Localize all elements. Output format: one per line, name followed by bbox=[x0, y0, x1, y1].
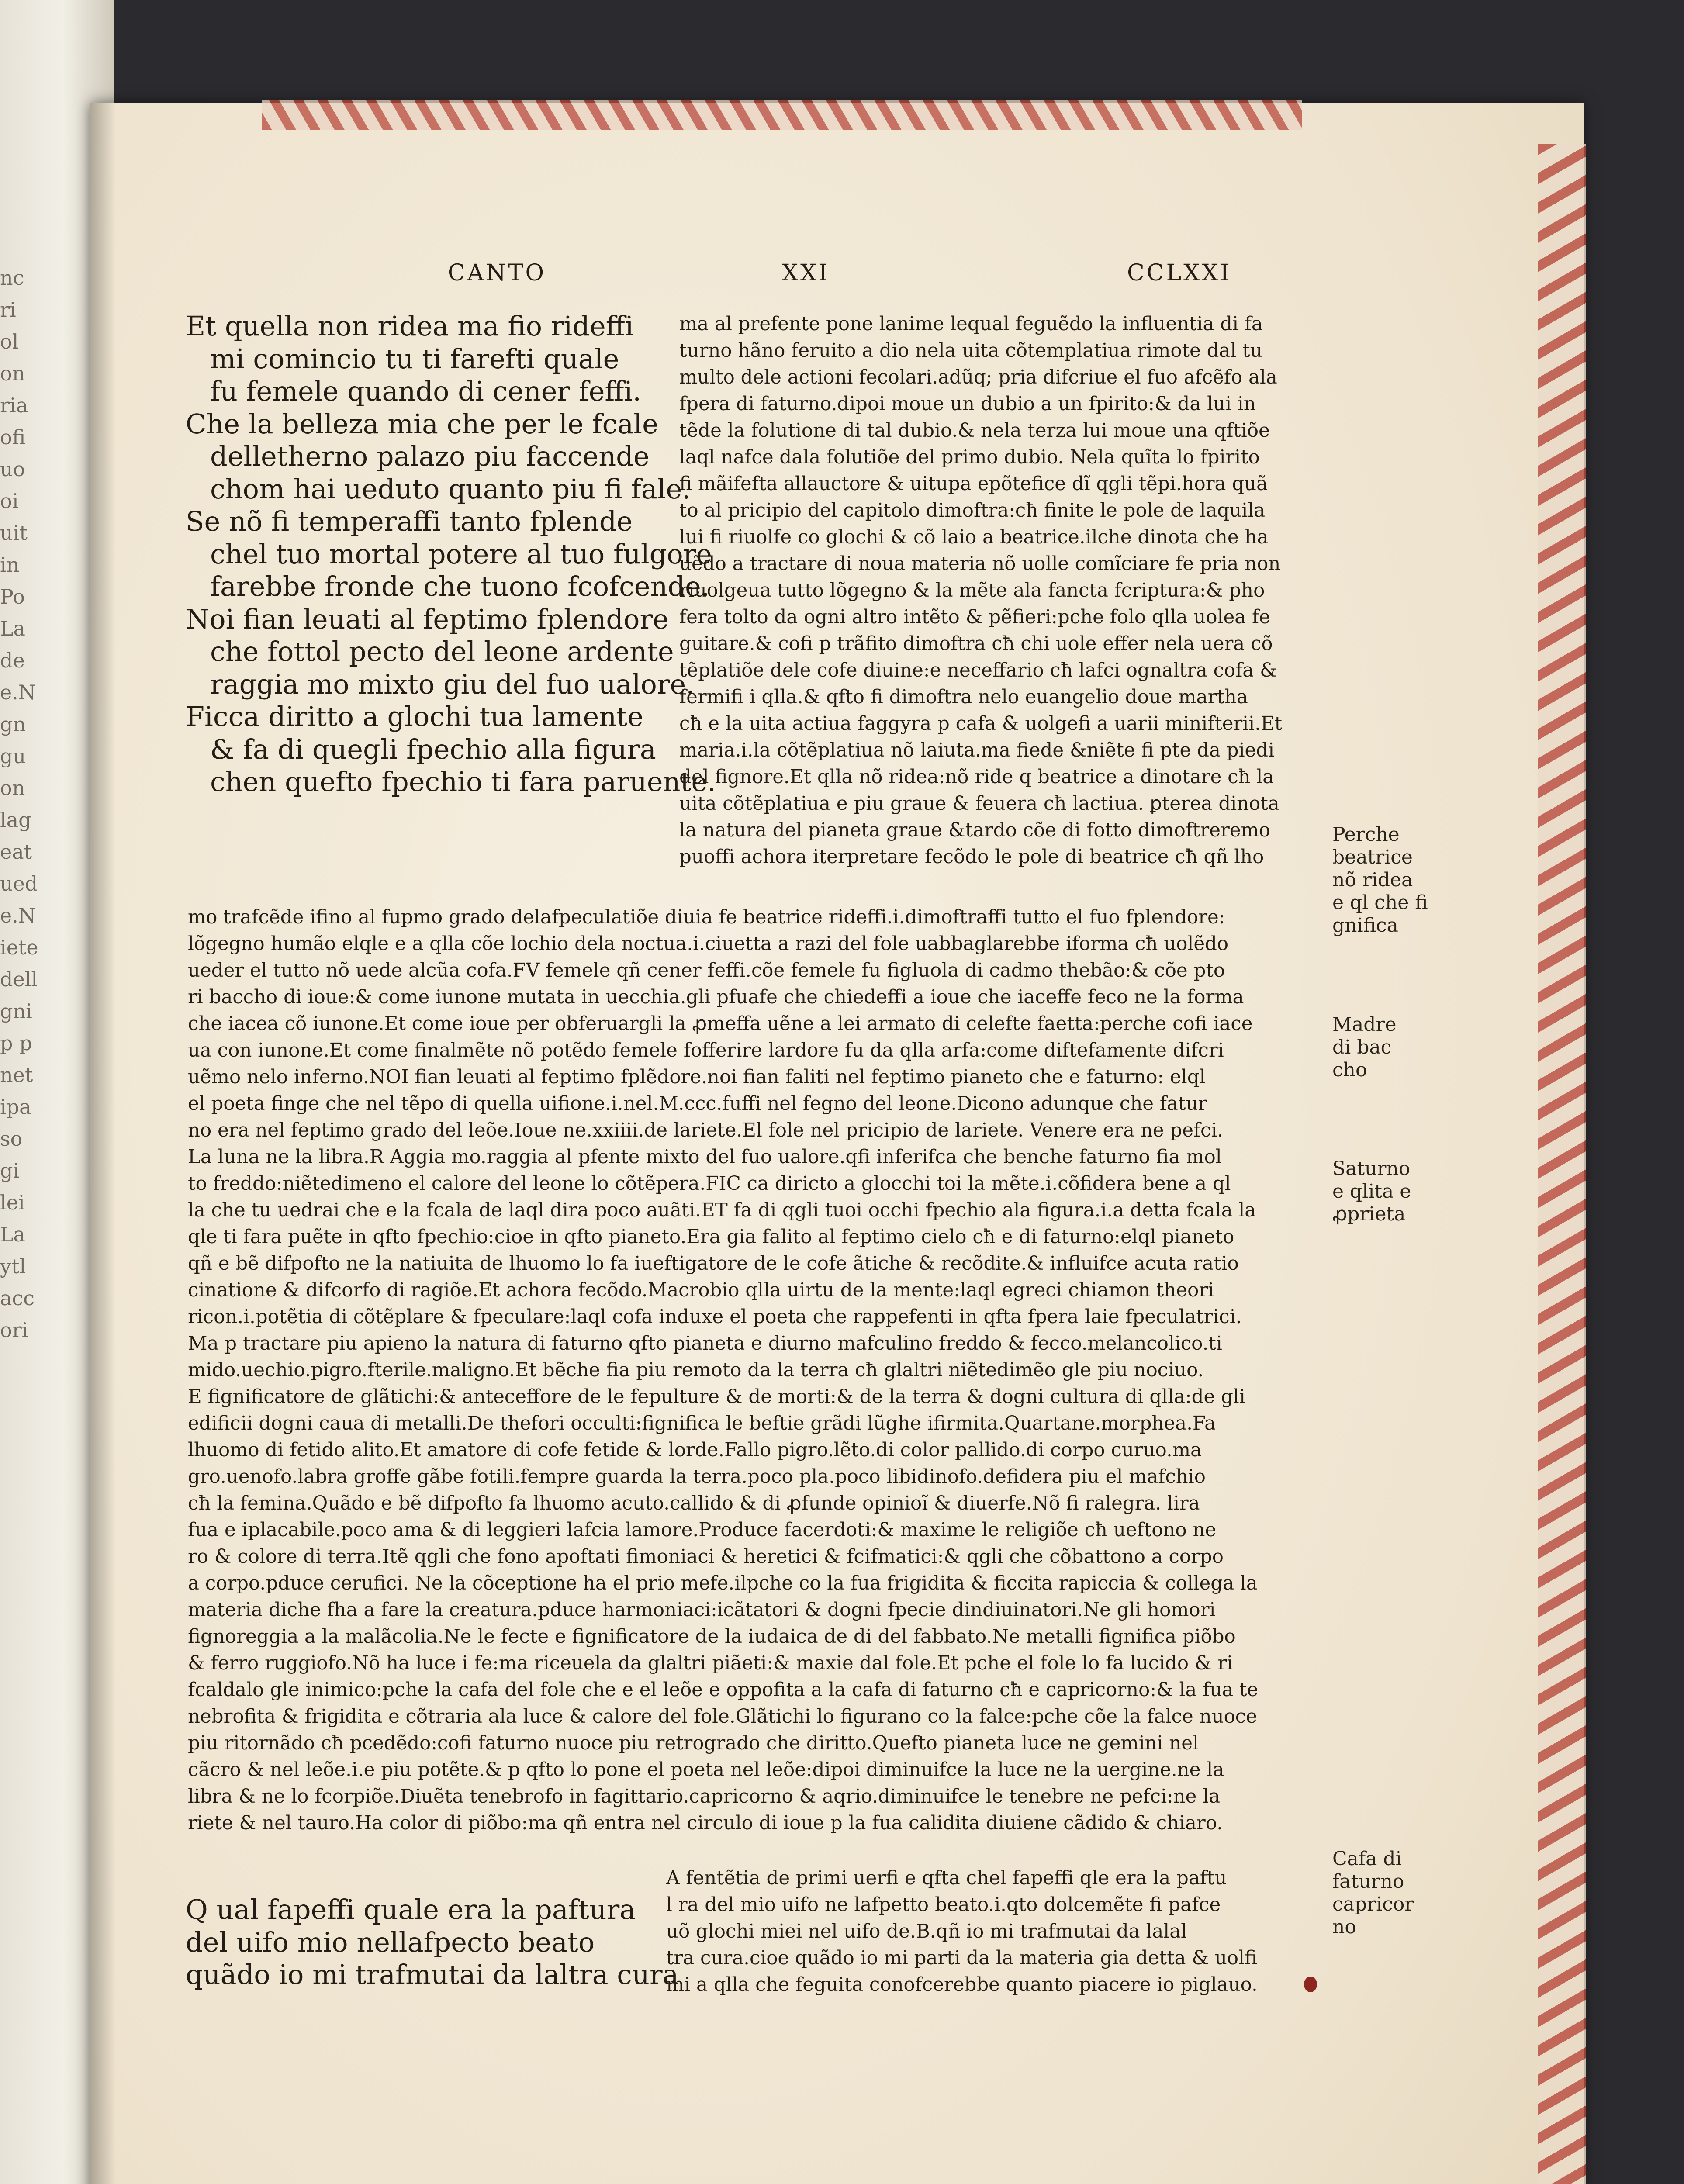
facing-page-fragment: net bbox=[0, 1063, 33, 1087]
margin-note-bacco bbox=[1332, 1013, 1397, 1082]
verse-line: Noi fian leuati al feptimo fplendore bbox=[186, 603, 669, 635]
verse-line: chom hai ueduto quanto piu fi fale. bbox=[210, 473, 691, 505]
commentary-line: E fignificatore de glãtichi:& anteceffore de le fepulture & de morti:& de la terra & dogni cultura di qlla:de gli bbox=[188, 1386, 1245, 1408]
commentary-line: tẽde la folutione di tal dubio.& nela terza lui moue una qftiõe bbox=[679, 420, 1270, 442]
commentary-line: guitare.& cofi p trãfito dimoftra cħ chi uole effer nela uera cõ bbox=[679, 633, 1273, 655]
facing-page-fragment: acc bbox=[0, 1286, 35, 1310]
commentary-line: del fignore.Et qlla nõ ridea:nõ ride q beatrice a dinotare cħ la bbox=[679, 766, 1274, 788]
margin-note-saturno bbox=[1332, 1158, 1411, 1226]
commentary-line: no era nel feptimo grado del leõe.Ioue ne.xxiiii.de lariete.El fole nel pricipio de lariete. Venere era ne pefci. bbox=[188, 1120, 1224, 1141]
commentary-line: ma al prefente pone lanime lequal feguẽdo la influentia di fa bbox=[679, 313, 1263, 335]
commentary-line: to al pricipio del capitolo dimoftra:cħ finite le pole de laquila bbox=[679, 500, 1266, 522]
commentary-line: el poeta finge che nel tẽpo di quella uifione.i.nel.M.ccc.fuffi nel fegno del leone.Dicono adunque che fatur bbox=[188, 1093, 1207, 1115]
margin-note-line: Perche bbox=[1332, 823, 1400, 846]
facing-page-fragment: gu bbox=[0, 744, 26, 768]
facing-page-fragment: ued bbox=[0, 872, 38, 895]
commentary-line: tẽplatiõe dele cofe diuine:e neceffario cħ lafci ognaltra cofa & bbox=[679, 660, 1277, 681]
commentary-line: fignoreggia a la malãcolia.Ne le fecte e fignificatore de la iudaica de di del fabbato.Ne metalli fignifica piõbo bbox=[188, 1626, 1236, 1648]
commentary-line: puoffi achora iterpretare fecõdo le pole di beatrice cħ qñ lho bbox=[679, 846, 1264, 868]
red-ink-dot bbox=[1304, 1977, 1317, 1992]
facing-page-fragment: in bbox=[0, 553, 20, 577]
margin-note-line: capricor bbox=[1332, 1893, 1414, 1915]
facing-page-fragment: nc bbox=[0, 266, 24, 290]
facing-page-fragment: uit bbox=[0, 521, 28, 545]
margin-note-line: Madre bbox=[1332, 1013, 1397, 1036]
commentary-line: che iacea cõ iunone.Et come ioue per obferuargli la ꝓmeffa uẽne a lei armato di celefte faetta:perche cofi iace bbox=[188, 1013, 1253, 1035]
margin-note-line: e ql che fi bbox=[1332, 892, 1428, 914]
verse-block-top bbox=[186, 310, 716, 798]
commentary-line: cħ e la uita actiua faggyra p cafa & uolgefi a uarii minifterii.Et bbox=[679, 713, 1283, 735]
commentary-line: ueder el tutto nõ uede alcũa cofa.FV femele qñ cener feffi.cõe femele fu figluola di cadmo thebão:& cõe pto bbox=[188, 960, 1225, 981]
margin-note-beatrice bbox=[1332, 823, 1428, 937]
commentary-full-width bbox=[188, 904, 1258, 1837]
verse-block-bottom bbox=[186, 1894, 679, 1991]
facing-page-fragment: ipa bbox=[0, 1095, 31, 1119]
margin-note-line: Cafa di bbox=[1332, 1848, 1402, 1870]
commentary-line: fcaldalo gle inimico:pche la cafa del fole che e el leõe e oppofita a la cafa di faturno cħ e capricorno:& la fua te bbox=[188, 1679, 1259, 1701]
margin-note-line: cho bbox=[1332, 1059, 1367, 1081]
commentary-line: mi a qlla che feguita conofcerebbe quanto piacere io piglauo. bbox=[666, 1974, 1258, 1996]
commentary-line: ri baccho di ioue:& come iunone mutata in uecchia.gli pfuafe che chiedeffi a ioue che iaceffe feco ne la forma bbox=[188, 986, 1244, 1008]
facing-page-fragment: ori bbox=[0, 1318, 28, 1342]
commentary-line: gro.uenofo.labra groffe gãbe fotili.fempre guarda la terra.poco pla.poco libidinofo.defidera piu el mafchio bbox=[188, 1466, 1206, 1488]
verse-line: mi comincio tu ti farefti quale bbox=[210, 342, 619, 375]
verse-line: fu femele quando di cener feffi. bbox=[210, 375, 642, 407]
commentary-line: fua e iplacabile.poco ama & di leggieri lafcia lamore.Produce facerdoti:& maxime le religiõe cħ ueftono ne bbox=[188, 1519, 1217, 1541]
commentary-line: tra cura.cioe quãdo io mi parti da la materia gia detta & uolfi bbox=[666, 1947, 1258, 1969]
commentary-line: lõgegno humão elqle e a qlla cõe lochio dela noctua.i.ciuetta a razi del fole uabbaglarebbe iforma cħ uolẽdo bbox=[188, 933, 1229, 955]
facing-page-fragment: La bbox=[0, 1223, 25, 1246]
margin-note-line: no bbox=[1332, 1916, 1356, 1938]
commentary-line: ua con iunone.Et come finalmẽte nõ potẽdo femele fofferire lardore fu da qlla arfa:come diftefamente difcri bbox=[188, 1040, 1224, 1061]
commentary-line: fi mãifefta allauctore & uitupa epõtefice dĩ qgli tẽpi.hora quã bbox=[679, 473, 1268, 495]
commentary-line: cãcro & nel leõe.i.e piu potẽte.& p qfto lo pone el poeta nel leõe:dipoi diminuifce la luce ne la uergine.ne la bbox=[188, 1759, 1224, 1781]
commentary-line: la che tu uedrai che e la fcala de laql dira poco auãti.ET fa di qgli tuoi occhi fpechio ala figura.i.a detta fcala la bbox=[188, 1199, 1256, 1221]
commentary-line: nebrofita & frigidita e cõtraria ala luce & calore del fole.Glãtichi lo figurano co la falce:pche cõe la falce nuoce bbox=[188, 1706, 1257, 1728]
commentary-line: uẽdo a tractare di noua materia nõ uolle comĩciare fe pria non bbox=[679, 553, 1281, 575]
facing-page-fragment: lei bbox=[0, 1191, 25, 1214]
verse-line: farebbe fronde che tuono fcofcende. bbox=[210, 570, 710, 602]
commentary-line: lhuomo di fetido alito.Et amatore di cofe fetide & lorde.Fallo pigro.lẽto.di color pallido.di corpo curuo.ma bbox=[188, 1439, 1202, 1461]
facing-page-fragment: so bbox=[0, 1127, 23, 1151]
commentary-line: l ra del mio uifo ne lafpetto beato.i.qto dolcemẽte fi pafce bbox=[666, 1894, 1221, 1916]
verse-line: Ficca diritto a glochi tua lamente bbox=[186, 701, 643, 733]
commentary-line: maria.i.la cõtẽplatiua nõ laiuta.ma fiede &niẽte fi pte da piedi bbox=[679, 740, 1274, 761]
commentary-line: mido.uechio.pigro.fterile.maligno.Et bẽche fia piu remoto da la terra cħ glaltri niẽtedimẽo gle piu nociuo. bbox=[188, 1359, 1204, 1381]
commentary-line: fpera di faturno.dipoi moue un dubio a un fpirito:& da lui in bbox=[679, 393, 1256, 415]
facing-page-fragment: Po bbox=[0, 585, 25, 608]
commentary-line: libra & ne lo fcorpiõe.Diuẽta tenebrofo in fagittario.capricorno & aqrio.diminuifce le tenebre ne pefci:ne la bbox=[188, 1786, 1221, 1807]
facing-page-fragment: ol bbox=[0, 330, 19, 353]
commentary-line: ro & colore di terra.Itẽ qgli che fono apoftati fimoniaci & heretici & fcifmatici:& qgli che cõbattono a corpo bbox=[188, 1546, 1224, 1568]
margin-note-casa bbox=[1332, 1848, 1414, 1939]
facing-page-fragment: gni bbox=[0, 999, 32, 1023]
verse-line: delletherno palazo piu faccende bbox=[210, 440, 650, 472]
commentary-line: to freddo:niẽtedimeno el calore del leone lo cõtẽpera.FIC ca diricto a glocchi toi la mẽte.i.cõfidera bene a ql bbox=[188, 1173, 1231, 1195]
margin-note-line: e qlita e bbox=[1332, 1180, 1411, 1203]
commentary-line: mo trafcẽde ifino al fupmo grado delafpeculatiõe diuia fe beatrice rideffi.i.dimoftraffi tutto el fuo fplendore: bbox=[188, 906, 1225, 928]
margin-note-line: nõ ridea bbox=[1332, 869, 1413, 891]
facing-page-fragment: e.N bbox=[0, 681, 36, 704]
facing-page-fragment: dell bbox=[0, 968, 38, 991]
commentary-bottom-right bbox=[666, 1865, 1258, 1998]
verse-line: chen quefto fpechio ti fara paruente. bbox=[210, 766, 716, 798]
running-head-canto-number: XXI bbox=[782, 260, 830, 286]
facing-page-fragment: La bbox=[0, 617, 25, 640]
facing-page-fragment: uo bbox=[0, 457, 25, 481]
margin-note-line: faturno bbox=[1332, 1870, 1404, 1893]
margin-note-line: gnifica bbox=[1332, 914, 1398, 936]
facing-page-fragment: iete bbox=[0, 936, 38, 959]
margin-note-line: di bac bbox=[1332, 1036, 1392, 1058]
facing-page-fragment: lag bbox=[0, 808, 31, 832]
commentary-line: qle ti fara puẽte in qfto fpechio:cioe in qfto pianeto.Era gia falito al feptimo cielo cħ e di faturno:elql pianeto bbox=[188, 1226, 1234, 1248]
commentary-line: ricon.i.potẽtia di cõtẽplare & fpeculare:laql cofa induxe el poeta che rappefenti in qfta fpera laie fpeculatrici. bbox=[188, 1306, 1242, 1328]
facing-page-fragment: de bbox=[0, 649, 25, 672]
commentary-line: uẽmo nelo inferno.NOI fian leuati al feptimo fplẽdore.noi fian faliti nel feptimo pianeto che e faturno: elql bbox=[188, 1066, 1206, 1088]
facing-page-fragment: on bbox=[0, 362, 25, 385]
commentary-line: fera tolto da ogni altro intẽto & pẽfieri:pche folo qlla uolea fe bbox=[679, 606, 1270, 628]
commentary-line: A fentẽtia de primi uerfi e qfta chel fapeffi qle era la paftu bbox=[666, 1867, 1227, 1889]
commentary-line: laql nafce dala folutiõe del primo dubio. Nela quĩta lo fpirito bbox=[679, 446, 1260, 468]
commentary-line: uita cõtẽplatiua e piu graue & feuera cħ lactiua. ꝑterea dinota bbox=[679, 793, 1279, 815]
facing-page-fragment: on bbox=[0, 776, 25, 800]
verse-line: del uifo mio nellafpecto beato bbox=[186, 1926, 595, 1958]
gutter-shadow bbox=[90, 103, 116, 2184]
margin-note-line: beatrice bbox=[1332, 846, 1413, 868]
commentary-line: a corpo.pduce cerufici. Ne la cõceptione ha el prio mefe.ilpche co la fua frigidita & ficcita rapiccia & collega la bbox=[188, 1572, 1258, 1594]
verse-line: Q ual fapeffi quale era la paftura bbox=[186, 1894, 636, 1925]
commentary-line: la natura del pianeta graue &tardo cõe di fotto dimoftreremo bbox=[679, 819, 1270, 841]
verse-line: Che la belleza mia che per le fcale bbox=[186, 408, 658, 440]
verse-line: Et quella non ridea ma fio rideffi bbox=[186, 310, 634, 342]
commentary-line: & ferro ruggiofo.Nõ ha luce i fe:ma riceuela da glaltri piãeti:& maxie dal fole.Et pche el fole lo fa lucido & ri bbox=[188, 1652, 1233, 1674]
commentary-line: qñ e bẽ difpofto ne la natiuita de lhuomo lo fa iueftigatore de le cofe ãtiche & recõdite.& influifce acuta ratio bbox=[188, 1253, 1239, 1275]
verse-line: & fa di quegli fpechio alla figura bbox=[210, 733, 656, 765]
verse-line: quãdo io mi trafmutai da laltra cura bbox=[186, 1959, 679, 1990]
commentary-line: materia diche fha a fare la creatura.pduce harmoniaci:icãtatori & dogni fpecie dindiuinatori.Ne gli homori bbox=[188, 1599, 1216, 1621]
red-edge-right bbox=[1538, 144, 1586, 2184]
verse-line: chel tuo mortal potere al tuo fulgore bbox=[210, 538, 712, 570]
facing-page-fragment: eat bbox=[0, 840, 32, 864]
verse-line: raggia mo mixto giu del fuo ualore. bbox=[210, 668, 695, 700]
commentary-line: cħ la femina.Quãdo e bẽ difpofto fa lhuomo acuto.callido & di ꝓfunde opinioĩ & diuerfe.Nõ fi ralegra. lira bbox=[188, 1493, 1200, 1514]
facing-page-fragment: ofi bbox=[0, 425, 26, 449]
facing-page-fragment: e.N bbox=[0, 904, 36, 927]
commentary-line: piu ritornãdo cħ pcedẽdo:cofi faturno nuoce piu retrogrado che diritto.Quefto pianeta luce ne gemini nel bbox=[188, 1732, 1199, 1754]
red-edge-top bbox=[262, 100, 1302, 130]
facing-page-fragment: gi bbox=[0, 1159, 20, 1182]
commentary-line: riete & nel tauro.Ha color di piõbo:ma qñ entra nel circulo di ioue p la fua calidita diuiene cãdido & chiaro. bbox=[188, 1812, 1223, 1834]
commentary-line: riuolgeua tutto lõgegno & la mẽte ala fancta fcriptura:& pho bbox=[679, 580, 1265, 601]
folio-number: CCLXXI bbox=[1127, 260, 1231, 286]
margin-note-line: ꝓprieta bbox=[1332, 1203, 1406, 1225]
facing-page-fragment: gn bbox=[0, 712, 26, 736]
running-head-canto: CANTO bbox=[448, 260, 546, 286]
facing-page-fragment: ria bbox=[0, 394, 28, 417]
facing-page-fragment: p p bbox=[0, 1031, 32, 1055]
facing-page-fragment: ri bbox=[0, 298, 16, 321]
commentary-right-column bbox=[679, 311, 1282, 871]
commentary-line: La luna ne la libra.R Aggia mo.raggia al pfente mixto del fuo ualore.qfi inferifca che benche faturno fia mol bbox=[188, 1146, 1222, 1168]
margin-note-line: Saturno bbox=[1332, 1158, 1411, 1180]
facing-page-fragment: oi bbox=[0, 489, 19, 513]
facing-page-fragment: ytl bbox=[0, 1254, 26, 1278]
commentary-line: cinatione & difcorfo di ragiõe.Et achora fecõdo.Macrobio qlla uirtu de la mente:laql egreci chiamon theori bbox=[188, 1279, 1214, 1301]
commentary-line: lui fi riuolfe co glochi & cõ laio a beatrice.ilche dinota che ha bbox=[679, 526, 1269, 548]
commentary-line: edificii dogni caua di metalli.De thefori occulti:fignifica le beftie grãdi lũghe ifirmita.Quartane.morphea.Fa bbox=[188, 1413, 1216, 1434]
verse-line: Se nõ fi temperaffi tanto fplende bbox=[186, 505, 633, 537]
commentary-line: uõ glochi miei nel uifo de.B.qñ io mi trafmutai da lalal bbox=[666, 1921, 1187, 1942]
commentary-line: turno hãno feruito a dio nela uita cõtemplatiua rimote dal tu bbox=[679, 340, 1262, 362]
commentary-line: Ma p tractare piu apieno la natura di faturno qfto pianeta e diurno mafculino freddo & fecco.melancolico.ti bbox=[188, 1333, 1222, 1355]
commentary-line: multo dele actioni fecolari.adũq; pria difcriue el fuo afcẽfo ala bbox=[679, 366, 1277, 388]
verse-line: che fottol pecto del leone ardente bbox=[210, 636, 674, 667]
commentary-line: fermifi i qlla.& qfto fi dimoftra nelo euangelio doue martha bbox=[679, 686, 1248, 708]
